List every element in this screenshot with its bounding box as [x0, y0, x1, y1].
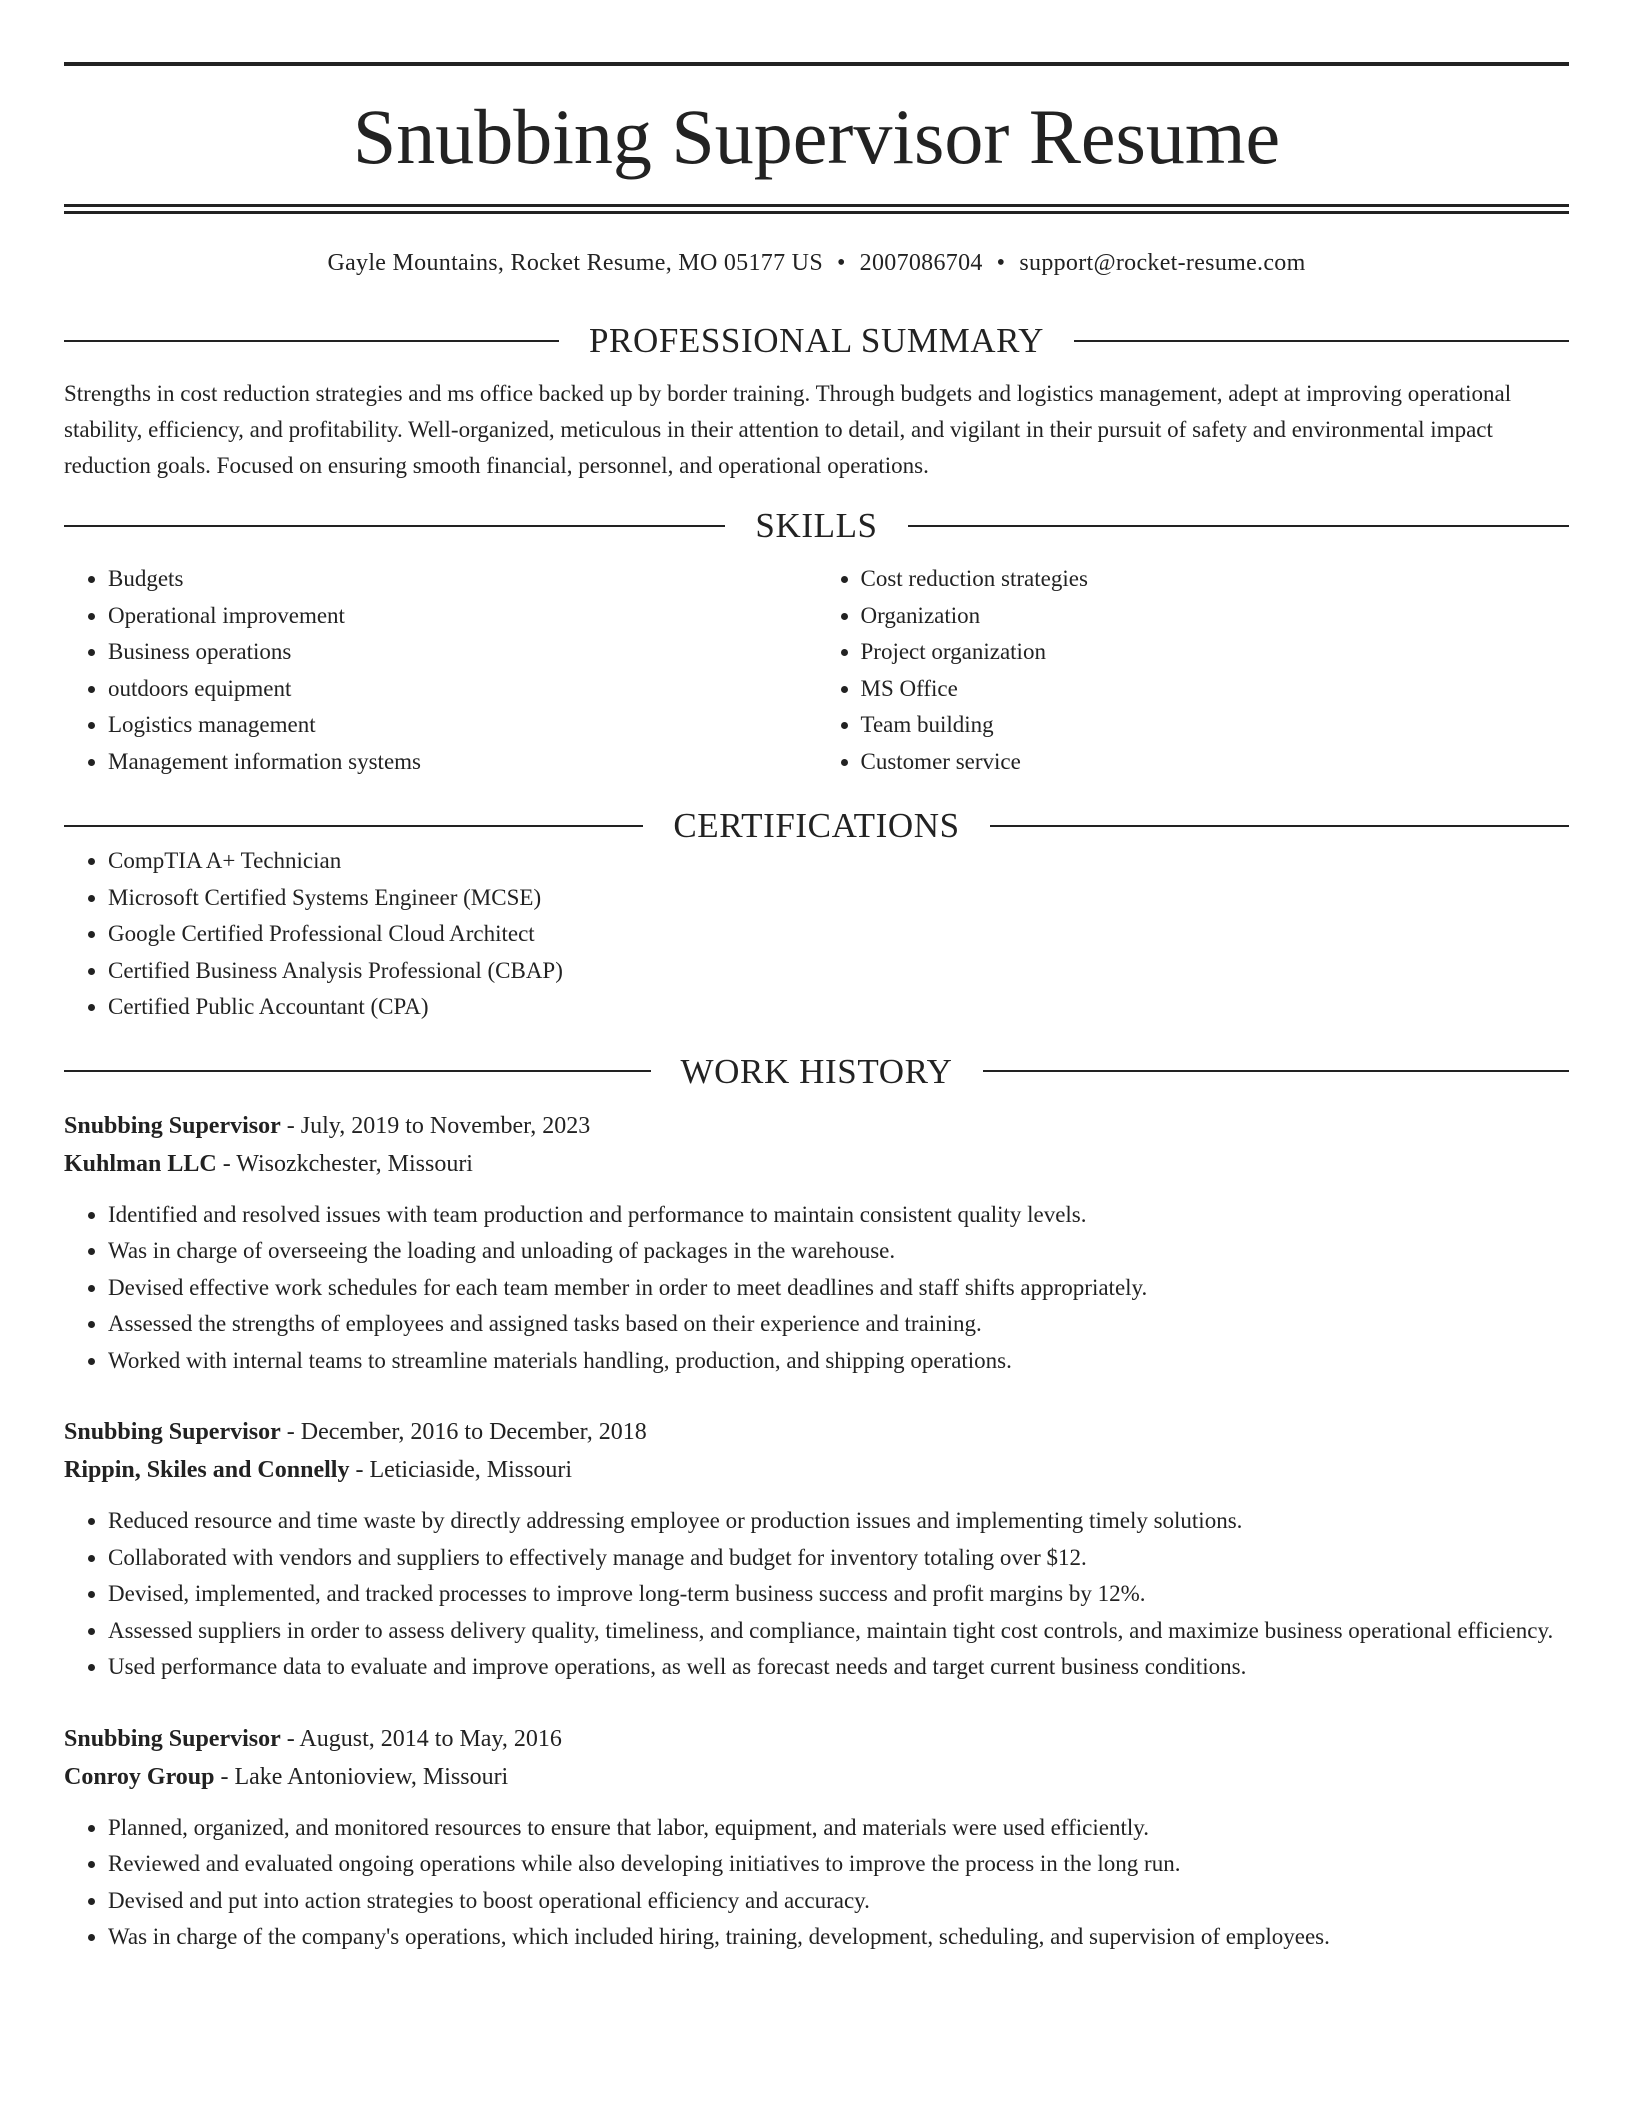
job-bullet: • Reviewed and evaluated ongoing operations while also developing initiatives to improve the process in the long run.	[108, 1846, 1569, 1883]
job-title-line	[64, 1720, 1569, 1758]
divider	[64, 340, 559, 342]
job-bullet: • Assessed the strengths of employees and assigned tasks based on their experience and training.	[108, 1306, 1569, 1343]
summary-section-header	[64, 323, 1569, 358]
skill-item: • MS Office	[861, 671, 1570, 708]
contact-phone: 2007086704	[859, 250, 983, 276]
contact-separator: •	[836, 250, 846, 276]
job-bullet: • Devised and put into action strategies to boost operational efficiency and accuracy.	[108, 1883, 1569, 1920]
job-company-line	[64, 1451, 1569, 1489]
job-dates: - July, 2019 to November, 2023	[280, 1112, 591, 1139]
job-entry	[64, 1413, 1569, 1686]
job-company: Conroy Group	[64, 1763, 215, 1790]
job-entry	[64, 1720, 1569, 1956]
skill-item: • Logistics management	[108, 707, 817, 744]
skills-list-right	[817, 561, 1570, 780]
job-bullet: • Collaborated with vendors and suppliers to effectively manage and budget for inventory totaling over $12.	[108, 1540, 1569, 1577]
skill-item: • Project organization	[861, 634, 1570, 671]
job-role: Snubbing Supervisor	[64, 1419, 281, 1445]
job-title-line	[64, 1413, 1569, 1451]
certifications-heading: CERTIFICATIONS	[673, 806, 960, 845]
skill-item: • Management information systems	[108, 744, 817, 781]
skills-section-header	[64, 508, 1569, 543]
summary-text: Strengths in cost reduction strategies and ms office backed up by border training. Through budgets and logistics management, adept at improving operational stability, efficiency, and profitability. Well-organized, meticulous in their attention to detail, and vigilant in their pursuit of safety and environmental impact reduction goals. Focused on ensuring smooth financial, personnel, and operational operations.	[64, 381, 1512, 478]
job-bullet: • Was in charge of the company's operations, which included hiring, training, development, scheduling, and supervision of employees.	[108, 1919, 1569, 1956]
divider	[983, 1070, 1570, 1072]
certification-item: • CompTIA A+ Technician	[108, 843, 1569, 880]
contact-line	[64, 250, 1569, 277]
job-company: Rippin, Skiles and Connelly	[64, 1457, 350, 1483]
skills-list-left	[64, 561, 817, 780]
certification-item: • Google Certified Professional Cloud Architect	[108, 916, 1569, 953]
job-bullet: • Devised, implemented, and tracked processes to improve long-term business success and profit margins by 12%.	[108, 1576, 1569, 1613]
job-bullet: • Identified and resolved issues with team production and performance to maintain consistent quality levels.	[108, 1197, 1569, 1234]
job-entry	[64, 1107, 1569, 1380]
certification-item: • Certified Business Analysis Professional (CBAP)	[108, 953, 1569, 990]
certifications-section-header	[64, 808, 1569, 843]
divider	[64, 1070, 651, 1072]
certification-item: • Certified Public Accountant (CPA)	[108, 989, 1569, 1026]
job-location: - Leticiaside, Missouri	[349, 1457, 573, 1483]
skill-item: • Team building	[861, 707, 1570, 744]
skills-heading: SKILLS	[755, 506, 878, 545]
skill-item: • Cost reduction strategies	[861, 561, 1570, 598]
job-bullet: • Was in charge of overseeing the loading and unloading of packages in the warehouse.	[108, 1233, 1569, 1270]
job-role: Snubbing Supervisor	[64, 1725, 281, 1752]
divider	[64, 825, 643, 827]
job-role: Snubbing Supervisor	[64, 1112, 281, 1139]
work-history-heading: WORK HISTORY	[680, 1051, 953, 1091]
job-company-line	[64, 1758, 1569, 1796]
divider	[64, 525, 725, 527]
job-dates: - August, 2014 to May, 2016	[280, 1725, 562, 1752]
skill-item: • Organization	[861, 598, 1570, 635]
job-bullet: • Reduced resource and time waste by directly addressing employee or production issues and implementing timely solutions.	[108, 1503, 1569, 1540]
work-history-section-header	[64, 1051, 1569, 1091]
skill-item: • outdoors equipment	[108, 671, 817, 708]
job-company-line	[64, 1145, 1569, 1183]
summary-heading: PROFESSIONAL SUMMARY	[588, 321, 1045, 360]
skills-columns	[64, 561, 1569, 780]
page-title: Snubbing Supervisor Resume	[352, 93, 1281, 180]
skill-item: • Customer service	[861, 744, 1570, 781]
certification-item: • Microsoft Certified Systems Engineer (MCSE)	[108, 880, 1569, 917]
skill-item: • Budgets	[108, 561, 817, 598]
job-bullets	[64, 1503, 1569, 1686]
skill-item: • Operational improvement	[108, 598, 817, 635]
divider	[990, 825, 1569, 827]
job-bullets	[64, 1197, 1569, 1380]
job-location: - Lake Antonioview, Missouri	[214, 1763, 509, 1790]
job-bullet: • Devised effective work schedules for each team member in order to meet deadlines and staff shifts appropriately.	[108, 1270, 1569, 1307]
job-bullets	[64, 1810, 1569, 1956]
divider	[908, 525, 1569, 527]
job-bullet: • Assessed suppliers in order to assess delivery quality, timeliness, and compliance, maintain tight cost controls, and maximize business operational efficiency.	[108, 1613, 1569, 1650]
job-location: - Wisozkchester, Missouri	[216, 1150, 473, 1177]
divider	[1074, 340, 1569, 342]
job-bullet: • Worked with internal teams to streamline materials handling, production, and shipping operations.	[108, 1343, 1569, 1380]
job-title-line	[64, 1107, 1569, 1145]
job-bullet: • Planned, organized, and monitored resources to ensure that labor, equipment, and materials were used efficiently.	[108, 1810, 1569, 1847]
job-bullet: • Used performance data to evaluate and improve operations, as well as forecast needs and target current business conditions.	[108, 1649, 1569, 1686]
skill-item: • Business operations	[108, 634, 817, 671]
job-dates: - December, 2016 to December, 2018	[280, 1419, 647, 1445]
certifications-list	[64, 843, 1569, 1026]
contact-email: support@rocket-resume.com	[1019, 250, 1306, 276]
contact-address: Gayle Mountains, Rocket Resume, MO 05177 US	[327, 250, 823, 276]
contact-separator: •	[996, 250, 1006, 276]
job-company: Kuhlman LLC	[64, 1150, 217, 1177]
title-double-rule	[64, 204, 1569, 214]
